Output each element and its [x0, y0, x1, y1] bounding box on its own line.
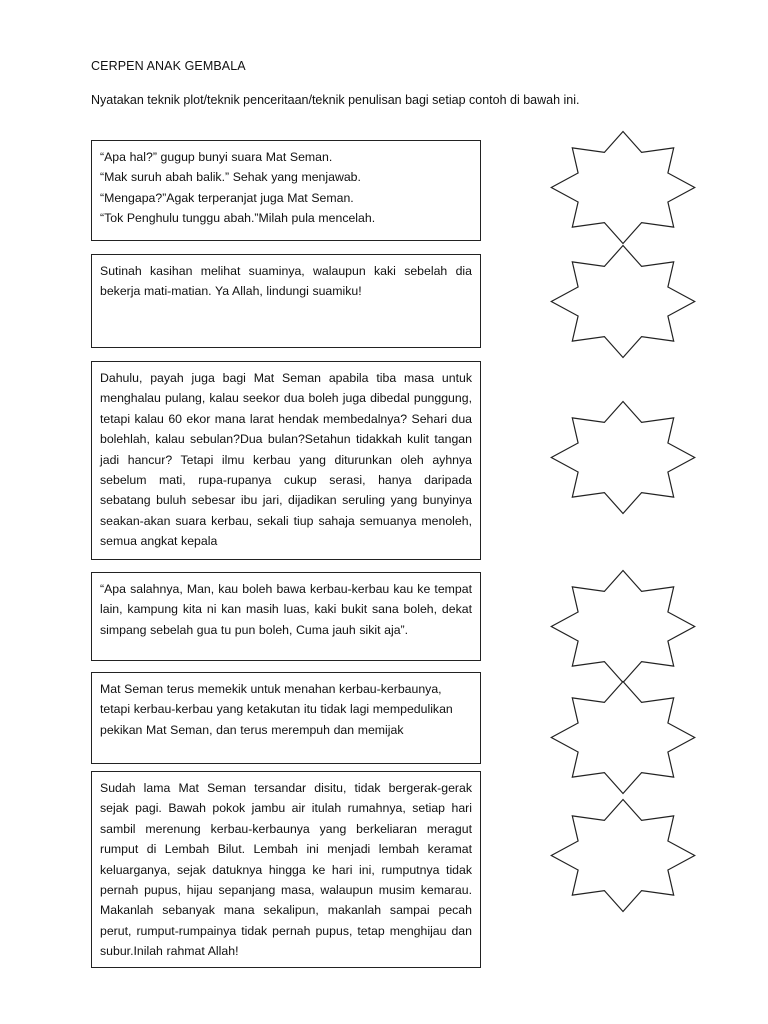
example-1-line-2: “Mak suruh abah balik.” Sehak yang menjawab. — [100, 170, 361, 185]
worksheet-title: CERPEN ANAK GEMBALA — [91, 59, 246, 73]
example-box-4 — [91, 572, 481, 661]
eight-point-star-icon — [548, 400, 698, 515]
eight-point-star-icon — [548, 680, 698, 795]
example-box-1 — [91, 140, 481, 241]
eight-point-star-icon — [548, 569, 698, 684]
answer-star-2[interactable] — [548, 244, 698, 359]
example-6-text: Sudah lama Mat Seman tersandar disitu, tidak bergerak-gerak sejak pagi. Bawah pokok jambu air itulah rumahnya, setiap hari sambil merenung kerbau-kerbaunya yang berkeliaran meragut rumput di Lembah Bilut. Lembah ini menjadi lembah keramat keluarganya, sejak datuknya hingga ke hari ini, rumputnya tidak pernah pupus, hijau sepanjang masa, walaupun musim kemarau. Makanlah sebanyak mana sekalipun, makanlah sampai pecah perut, rumput-rumpainya tidak pernah pupus, tetap menghijau dan subur.Inilah rahmat Allah! — [100, 781, 472, 959]
example-2-text: Sutinah kasihan melihat suaminya, walaupun kaki sebelah dia bekerja mati-matian. Ya Allah, lindungi suamiku! — [100, 264, 472, 299]
example-5-line-1: Mat Seman terus memekik untuk menahan kerbau-kerbaunya, — [100, 682, 442, 696]
eight-point-star-icon — [548, 798, 698, 913]
example-4-text: “Apa salahnya, Man, kau boleh bawa kerbau-kerbau kau ke tempat lain, kampung kita ni kan masih luas, kaki bukit sana boleh, dekat simpang sebelah gua tu pun boleh, Cuma jauh sikit aja”. — [100, 582, 472, 637]
answer-star-5[interactable] — [548, 680, 698, 795]
answer-star-3[interactable] — [548, 400, 698, 515]
example-box-3 — [91, 361, 481, 560]
example-3-text: Dahulu, payah juga bagi Mat Seman apabila tiba masa untuk menghalau pulang, kalau seekor dua boleh juga dibedal punggung, tetapi kalau 60 ekor mana larat hendak membedalnya? Sehari dua bolehlah, kalau sebulan?Dua bulan?Setahun tidakkah kulit tangan jadi hancur? Tetapi ilmu kerbau yang diturunkan oleh ayhnya sebelum mati, rupa-rupanya cukup serasi, hanya daripada sebatang buluh sebesar ibu jari, dijadikan seruling yang bunyinya seakan-akan suara kerbau, sekali tiup sahaja semuanya menoleh, semua angkat kepala — [100, 371, 472, 549]
example-1-line-1: “Apa hal?” gugup bunyi suara Mat Seman. — [100, 150, 333, 164]
eight-point-star-icon — [548, 244, 698, 359]
answer-star-1[interactable] — [548, 130, 698, 245]
example-5-line-2: tetapi kerbau-kerbau yang ketakutan itu tidak lagi mempedulikan — [100, 702, 453, 717]
example-1-line-4: “Tok Penghulu tunggu abah.”Milah pula mencelah. — [100, 211, 376, 226]
answer-star-6[interactable] — [548, 798, 698, 913]
example-box-5 — [91, 672, 481, 764]
example-box-6 — [91, 771, 481, 968]
example-5-line-3: pekikan Mat Seman, dan terus merempuh dan memijak — [100, 722, 404, 737]
example-box-2 — [91, 254, 481, 348]
worksheet-instruction: Nyatakan teknik plot/teknik penceritaan/teknik penulisan bagi setiap contoh di bawah ini. — [91, 93, 580, 107]
example-1-line-3: “Mengapa?”Agak terperanjat juga Mat Seman. — [100, 190, 354, 205]
eight-point-star-icon — [548, 130, 698, 245]
answer-star-4[interactable] — [548, 569, 698, 684]
